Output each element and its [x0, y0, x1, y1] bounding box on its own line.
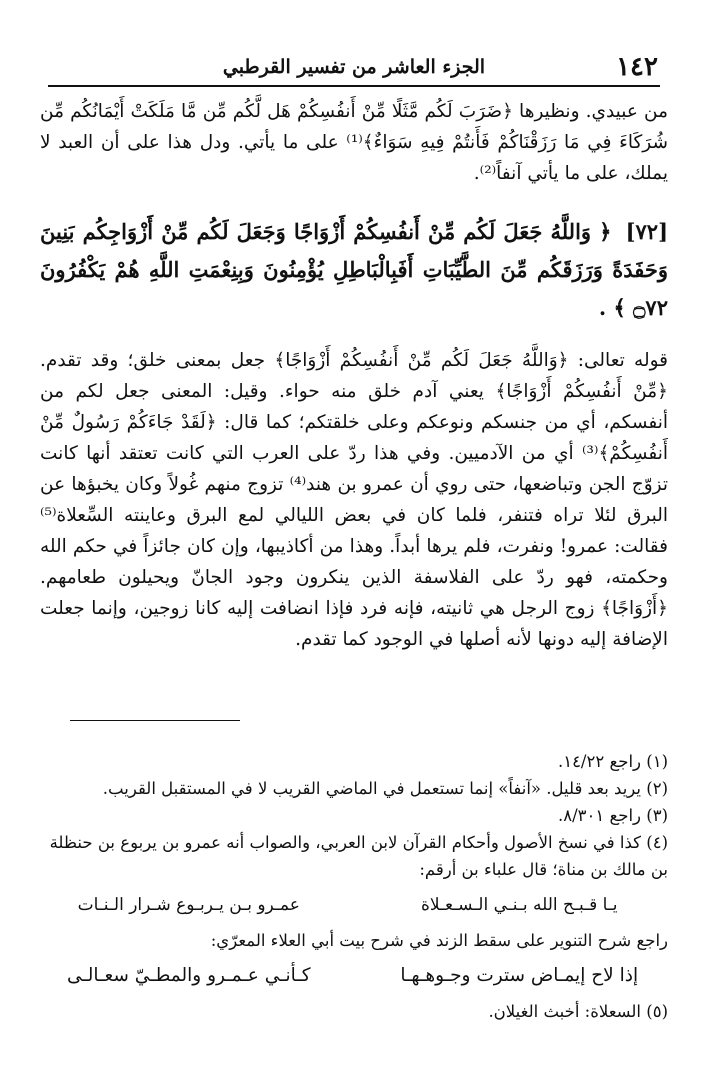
- running-title: الجزء العاشر من تفسير القرطبي: [222, 56, 486, 78]
- verse-text: ﴿ وَاللَّهُ جَعَلَ لَكُم مِّنْ أَنفُسِكُمْ أَزْوَاجًا وَجَعَلَ لَكُم مِّنْ أَزْوَاجِكُم بَنِينَ وَحَفَدَةً وَرَزَقَكُم مِّنَ الطَّيِّبَاتِ أَفَبِالْبَاطِلِ يُؤْمِنُونَ وَبِنِعْمَتِ اللَّهِ هُمْ يَكْفُرُونَ ۝٧٢ ﴾ .: [40, 219, 668, 320]
- page-header: [28, 52, 680, 84]
- poem-2-first-hemistich: إذا لاح إيمـاض سترت وجـوهـهـا: [400, 965, 639, 986]
- footnote-4-continued: راجع شرح التنوير على سقط الزند في شرح بيت أبي العلاء المعرّي:: [210, 931, 668, 950]
- paragraph-1: من عبيدي. ونظيرها ﴿ضَرَبَ لَكُم مَّثَلًا مِّنْ أَنفُسِكُمْ هَل لَّكُم مِّن مَّا مَلَكَتْ أَيْمَانُكُم مِّن شُرَكَاءَ فِي مَا رَزَقْنَاكُمْ فَأَنتُمْ فِيهِ سَوَاءٌ﴾⁽¹⁾ على ما يأتي. ودل هذا على أن العبد لا يملك، على ما يأتي آنفاً⁽²⁾.: [40, 101, 668, 184]
- poem-verse-2: [48, 960, 660, 992]
- verse-number: [٧٢]: [625, 219, 668, 244]
- poem-1-first-hemistich: يـا قـبـح الله بـنـي الـسـعـلاة: [420, 895, 618, 915]
- main-text: [40, 96, 668, 655]
- poem-2-second-hemistich: كـأنـي عـمـرو والمطـيّ سعـالـى: [66, 965, 311, 986]
- footnotes: [40, 748, 668, 1025]
- page-number: ١٤٢: [616, 52, 658, 82]
- footnote-2: (٢) يريد بعد قليل. «آنفاً» إنما تستعمل في الماضي القريب لا في المستقبل القريب.: [102, 779, 668, 798]
- footnote-5: (٥) السعلاة: أخبث الغيلان.: [488, 1002, 668, 1021]
- footnote-separator: [70, 720, 240, 721]
- header-rule: [48, 85, 660, 87]
- poem-1-second-hemistich: عمـرو بـن يـربـوع شـرار الـنـات: [77, 895, 300, 915]
- poem-verse-1: [48, 889, 660, 921]
- verse-block: [40, 213, 668, 327]
- footnote-1: (١) راجع ١٤/٢٢.: [557, 752, 668, 771]
- footnote-4: (٤) كذا في نسخ الأصول وأحكام القرآن لابن العربي، والصواب أنه عمرو بن يربوع بن حنظلة بن مالك بن مناة؛ قال علباء بن أرقم:: [49, 833, 668, 879]
- paragraph-2: قوله تعالى: ﴿وَاللَّهُ جَعَلَ لَكُم مِّنْ أَنفُسِكُمْ أَزْوَاجًا﴾ جعل بمعنى خلق؛ وقد تقدم. ﴿مِّنْ أَنفُسِكُمْ أَزْوَاجًا﴾ يعني آدم خلق منه حواء. وقيل: المعنى جعل لكم من أنفسكم، أي من جنسكم ونوعكم وعلى خلقتكم؛ كما قال: ﴿لَقَدْ جَاءَكُمْ رَسُولٌ مِّنْ أَنفُسِكُمْ﴾⁽³⁾ أي من الآدميين. وفي هذا ردّ على العرب التي كانت تعتقد أنها كانت تزوّج الجن وتباضعها، حتى روي أن عمرو بن هند⁽⁴⁾ تزوج منهم غُولاً وكان يخبؤها عن البرق لئلا تراه فتنفر، فلما كان في بعض الليالي لمع البرق وعاينته السِّعلاة⁽⁵⁾ فقالت: عمرو! ونفرت، فلم يرها أبداً. وهذا من أكاذيبها، وإن كان جائزاً في حكم الله وحكمته، فهو ردّ على الفلاسفة الذين ينكرون وجود الجانّ ويحيلون طعامهم. ﴿أَزْوَاجًا﴾ زوج الرجل هي ثانيته، فإنه فرد فإذا انضافت إليه كانا زوجين، وإنما جعلت الإضافة إليه دونها لأنه أصلها في الوجود كما تقدم.: [40, 350, 668, 650]
- footnote-3: (٣) راجع ٨/٣٠١.: [557, 806, 668, 825]
